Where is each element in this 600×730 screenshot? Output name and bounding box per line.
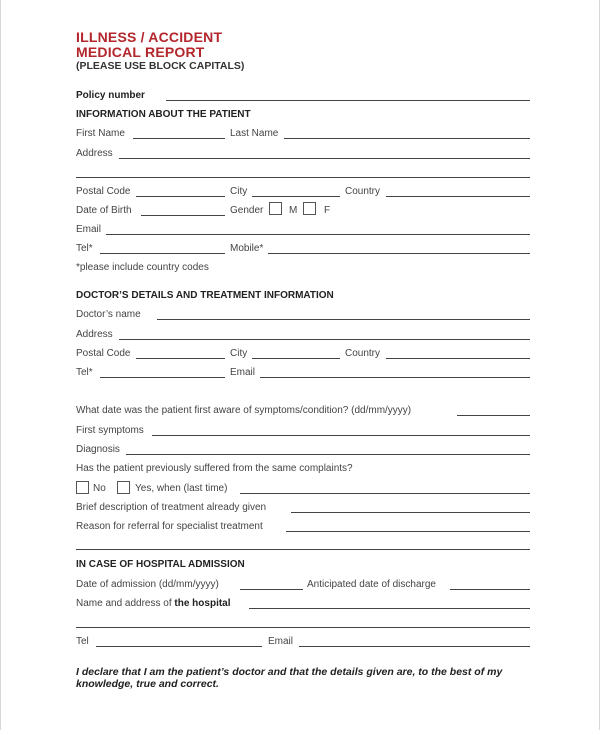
patient-postal-code-field[interactable] [136, 196, 225, 197]
patient-address-field-line1[interactable] [119, 158, 530, 159]
page-border-left [0, 0, 1, 730]
hospital-tel-field[interactable] [96, 646, 262, 647]
first-aware-date-field[interactable] [457, 415, 530, 416]
policy-number-field[interactable] [166, 100, 530, 101]
discharge-date-label: Anticipated date of discharge [307, 579, 436, 590]
admission-date-field[interactable] [240, 589, 303, 590]
diagnosis-label: Diagnosis [76, 444, 120, 455]
previous-yes-checkbox[interactable] [117, 481, 130, 494]
previous-yes-label: Yes, when (last time) [135, 483, 228, 494]
patient-email-field[interactable] [106, 234, 530, 235]
doctor-section-heading: DOCTOR’S DETAILS AND TREATMENT INFORMATION [76, 290, 334, 301]
doctor-name-field[interactable] [157, 319, 530, 320]
patient-country-field[interactable] [386, 196, 530, 197]
treatment-given-label: Brief description of treatment already given [76, 502, 267, 513]
treatment-given-field[interactable] [291, 512, 530, 513]
admission-date-label: Date of admission (dd/mm/yyyy) [76, 579, 219, 590]
patient-mobile-field[interactable] [268, 253, 530, 254]
patient-last-name-field[interactable] [284, 138, 530, 139]
hospital-label-prefix: Name and address of [76, 598, 172, 609]
patient-address-label: Address [76, 148, 113, 159]
policy-number-label: Policy number [76, 90, 145, 101]
doctor-declaration: I declare that I am the patient’s doctor and that the details given are, to the best of my knowledge, true and correct. [76, 666, 503, 690]
form-subtitle: (PLEASE USE BLOCK CAPITALS) [76, 60, 245, 72]
diagnosis-field[interactable] [126, 454, 530, 455]
patient-city-label: City [230, 186, 248, 197]
doctor-address-field[interactable] [119, 339, 530, 340]
doctor-city-label: City [230, 348, 248, 359]
hospital-name-address-field-line2[interactable] [76, 627, 530, 628]
patient-email-label: Email [76, 224, 102, 235]
patient-city-field[interactable] [252, 196, 340, 197]
previous-no-label: No [93, 483, 106, 494]
hospital-section-heading: IN CASE OF HOSPITAL ADMISSION [76, 559, 245, 570]
gender-m-checkbox[interactable] [269, 202, 282, 215]
hospital-tel-label: Tel [76, 636, 89, 647]
doctor-country-label: Country [345, 348, 381, 359]
patient-tel-label: Tel* [76, 243, 93, 254]
patient-mobile-label: Mobile* [230, 243, 264, 254]
referral-reason-field-line2[interactable] [76, 549, 530, 550]
hospital-email-field[interactable] [299, 646, 530, 647]
previous-yes-date-field[interactable] [240, 493, 530, 494]
first-symptoms-field[interactable] [152, 435, 530, 436]
referral-reason-field-line1[interactable] [286, 531, 530, 532]
gender-f-label: F [324, 205, 331, 216]
doctor-address-label: Address [76, 329, 113, 340]
patient-gender-label: Gender [230, 205, 264, 216]
doctor-country-field[interactable] [386, 358, 530, 359]
first-aware-date-label: What date was the patient first aware of symptoms/condition? (dd/mm/yyyy) [76, 405, 412, 416]
patient-section-heading: INFORMATION ABOUT THE PATIENT [76, 109, 251, 120]
hospital-email-label: Email [268, 636, 294, 647]
previous-complaints-label: Has the patient previously suffered from the same complaints? [76, 463, 353, 474]
discharge-date-field[interactable] [450, 589, 530, 590]
doctor-postal-code-label: Postal Code [76, 348, 131, 359]
doctor-email-field[interactable] [260, 377, 530, 378]
doctor-postal-code-field[interactable] [136, 358, 225, 359]
hospital-name-address-label [76, 598, 231, 610]
first-symptoms-label: First symptoms [76, 425, 144, 436]
doctor-email-label: Email [230, 367, 256, 378]
gender-m-label: M [289, 205, 298, 216]
form-title-line1: ILLNESS / ACCIDENT [76, 29, 223, 45]
gender-f-checkbox[interactable] [303, 202, 316, 215]
doctor-name-label: Doctor’s name [76, 309, 141, 320]
patient-first-name-field[interactable] [133, 138, 225, 139]
referral-reason-label: Reason for referral for specialist treatment [76, 521, 263, 532]
country-codes-note: *please include country codes [76, 262, 209, 273]
patient-country-label: Country [345, 186, 381, 197]
patient-address-field-line2[interactable] [76, 177, 530, 178]
doctor-city-field[interactable] [252, 358, 340, 359]
form-title-line2: MEDICAL REPORT [76, 44, 205, 60]
hospital-name-address-field-line1[interactable] [249, 608, 530, 609]
doctor-tel-field[interactable] [100, 377, 225, 378]
patient-dob-field[interactable] [141, 215, 225, 216]
doctor-tel-label: Tel* [76, 367, 93, 378]
patient-dob-label: Date of Birth [76, 205, 132, 216]
patient-postal-code-label: Postal Code [76, 186, 131, 197]
hospital-label-bold: the hospital [174, 598, 231, 609]
patient-last-name-label: Last Name [230, 128, 279, 139]
patient-first-name-label: First Name [76, 128, 125, 139]
previous-no-checkbox[interactable] [76, 481, 89, 494]
patient-tel-field[interactable] [100, 253, 225, 254]
